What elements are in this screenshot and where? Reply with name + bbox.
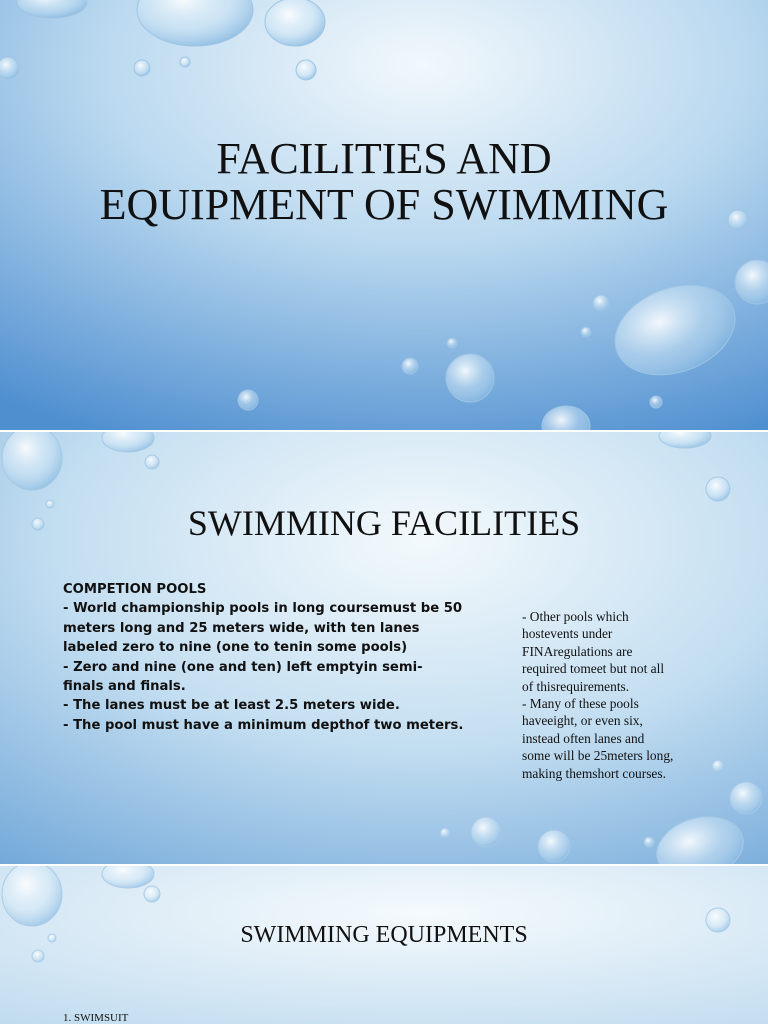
text-line: making themshort courses. <box>522 765 666 781</box>
competition-pools-text <box>63 580 468 735</box>
text-line: - World championship pools in long coursemust be 50 <box>63 601 463 617</box>
text-line: FINAregulations are <box>522 643 633 659</box>
text-line: - The lanes must be at least 2.5 meters wide. <box>63 698 400 714</box>
text-line: hostevents under <box>522 626 613 642</box>
title-line-1: FACILITIES AND <box>216 134 552 183</box>
text-line: - Zero and nine (one and ten) left emptyin semi- <box>63 659 423 675</box>
text-line: finals and finals. <box>63 679 186 695</box>
text-line: haveeight, or even six, <box>522 713 643 729</box>
title-slide <box>0 0 768 432</box>
text-line: some will be 25meters long, <box>522 748 674 764</box>
text-line: labeled zero to nine (one to tenin some pools) <box>63 640 408 656</box>
slide-title: SWIMMING FACILITIES <box>187 503 581 543</box>
text-line: meters long and 25 meters wide, with ten lanes <box>63 620 420 636</box>
list-item: 1. SWIMSUIT <box>63 1012 129 1024</box>
text-line: - Many of these pools <box>522 696 639 712</box>
text-line: required tomeet but not all <box>522 661 665 677</box>
text-line: of thisrequirements. <box>522 678 630 694</box>
text-line: - Other pools which <box>522 609 629 624</box>
slide-title <box>0 136 768 228</box>
text-line: instead often lanes and <box>522 730 645 746</box>
slide-title: SWIMMING EQUIPMENTS <box>240 922 528 948</box>
other-pools-text <box>522 608 697 782</box>
title-line-2: EQUIPMENT OF SWIMMING <box>99 180 669 229</box>
text-line: - The pool must have a minimum depthof two meters. <box>63 717 464 733</box>
text-line: COMPETION POOLS <box>63 582 207 597</box>
